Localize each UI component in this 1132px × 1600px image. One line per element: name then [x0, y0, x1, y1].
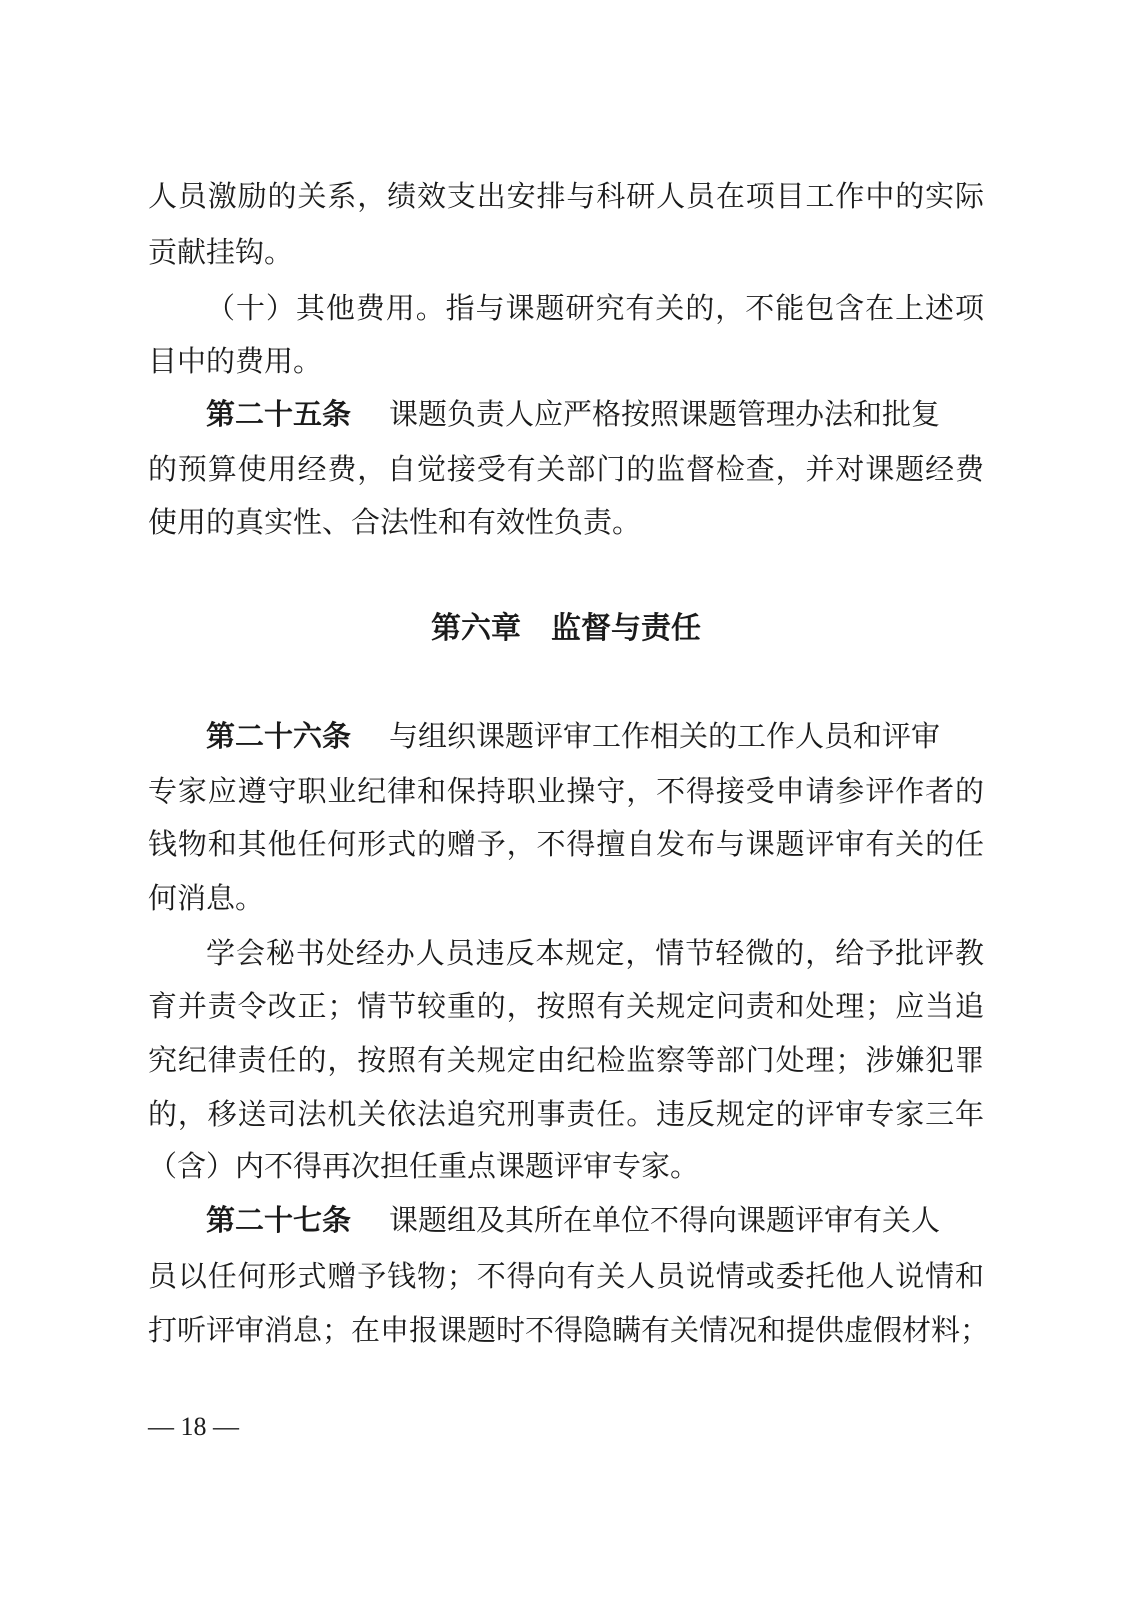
article-25-first-line: [206, 394, 984, 434]
paragraph-line: 员以任何形式赠予钱物；不得向有关人员说情或委托他人说情和: [148, 1259, 984, 1293]
article-label: 第二十五条: [206, 397, 352, 431]
article-text: 与组织课题评审工作相关的工作人员和评审: [389, 719, 941, 753]
paragraph-line: 使用的真实性、合法性和有效性负责。: [148, 505, 642, 539]
chapter-heading: 第六章 监督与责任: [431, 611, 701, 646]
article-text: 课题负责人应严格按照课题管理办法和批复: [389, 397, 941, 431]
article-label: 第二十六条: [206, 719, 352, 753]
page-number: — 18 —: [148, 1412, 239, 1441]
paragraph-line: 贡献挂钩。: [148, 235, 294, 269]
article-26-first-line: [206, 716, 984, 756]
paragraph-line: （含）内不得再次担任重点课题评审专家。: [148, 1149, 700, 1183]
paragraph-line: 学会秘书处经办人员违反本规定，情节轻微的，给予批评教: [206, 936, 984, 970]
article-text: 课题组及其所在单位不得向课题评审有关人: [389, 1203, 941, 1237]
paragraph-line: 专家应遵守职业纪律和保持职业操守，不得接受申请参评作者的: [148, 774, 984, 808]
article-label: 第二十七条: [206, 1203, 352, 1237]
paragraph-line: 目中的费用。: [148, 344, 323, 378]
paragraph-line: 打听评审消息；在申报课题时不得隐瞒有关情况和提供虚假材料；: [148, 1313, 990, 1347]
paragraph-line: 人员激励的关系，绩效支出安排与科研人员在项目工作中的实际: [148, 179, 984, 213]
paragraph-line: 的预算使用经费，自觉接受有关部门的监督检查，并对课题经费: [148, 452, 984, 486]
paragraph-line: 何消息。: [148, 881, 265, 915]
paragraph-line: 钱物和其他任何形式的赠予，不得擅自发布与课题评审有关的任: [148, 827, 984, 861]
paragraph-line: （十）其他费用。指与课题研究有关的，不能包含在上述项: [206, 291, 984, 325]
paragraph-line: 育并责令改正；情节较重的，按照有关规定问责和处理；应当追: [148, 989, 984, 1023]
article-27-first-line: [206, 1200, 984, 1240]
paragraph-line: 的，移送司法机关依法追究刑事责任。违反规定的评审专家三年: [148, 1097, 984, 1131]
paragraph-line: 究纪律责任的，按照有关规定由纪检监察等部门处理；涉嫌犯罪: [148, 1043, 984, 1077]
